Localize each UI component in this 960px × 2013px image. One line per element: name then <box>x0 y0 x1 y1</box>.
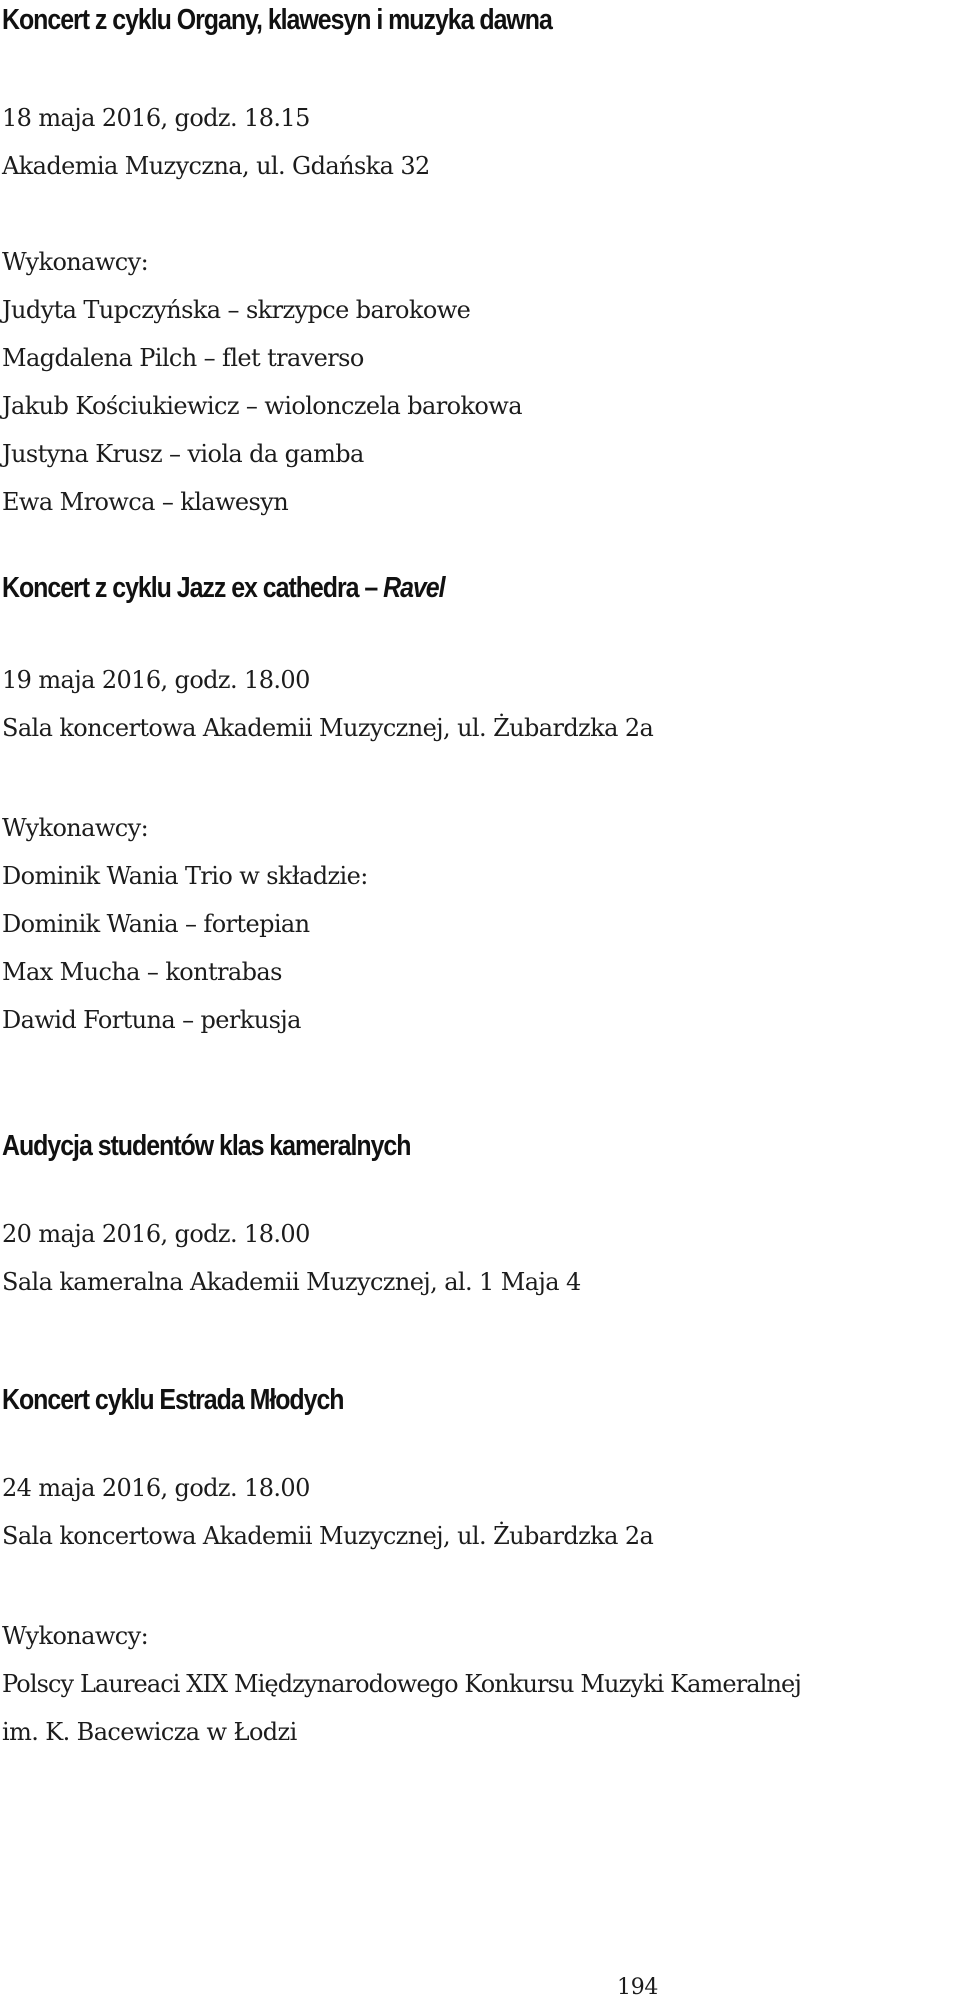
event-venue: Sala koncertowa Akademii Muzycznej, ul. Żubardzka 2a <box>2 1522 654 1550</box>
event-date: 24 maja 2016, godz. 18.00 <box>2 1474 310 1502</box>
event-venue: Sala koncertowa Akademii Muzycznej, ul. Żubardzka 2a <box>2 714 654 742</box>
performers-label: Wykonawcy: <box>2 814 149 842</box>
event-title: Koncert cyklu Estrada Młodych <box>2 1384 344 1416</box>
event-jazz-ex-cathedra <box>2 568 958 1044</box>
event-organ-harpsichord <box>2 0 958 526</box>
event-title <box>2 568 824 608</box>
event-date: 18 maja 2016, godz. 18.15 <box>2 104 310 132</box>
performer-item: Ewa Mrowca – klawesyn <box>2 488 289 516</box>
performer-item: Dominik Wania Trio w składzie: <box>2 862 368 890</box>
performers-label: Wykonawcy: <box>2 1622 149 1650</box>
event-title-prefix: Koncert z cyklu Jazz ex cathedra – <box>2 572 384 604</box>
performer-item: Judyta Tupczyńska – skrzypce barokowe <box>2 296 471 324</box>
performer-item: Dawid Fortuna – perkusja <box>2 1006 301 1034</box>
event-chamber-students <box>2 1126 958 1306</box>
performer-item: Justyna Krusz – viola da gamba <box>2 440 364 468</box>
performer-item: im. K. Bacewicza w Łodzi <box>2 1718 297 1746</box>
performer-item: Jakub Kościukiewicz – wiolonczela barokowa <box>2 392 522 420</box>
event-date: 19 maja 2016, godz. 18.00 <box>2 666 310 694</box>
event-title-italic: Ravel <box>383 572 445 604</box>
page-number: 194 <box>617 1975 659 2000</box>
event-venue: Akademia Muzyczna, ul. Gdańska 32 <box>2 152 430 180</box>
event-title: Audycja studentów klas kameralnych <box>2 1130 411 1162</box>
performer-item: Max Mucha – kontrabas <box>2 958 282 986</box>
performer-item: Dominik Wania – fortepian <box>2 910 310 938</box>
event-estrada-mlodych <box>2 1380 958 1756</box>
event-date: 20 maja 2016, godz. 18.00 <box>2 1220 310 1248</box>
event-venue: Sala kameralna Akademii Muzycznej, al. 1 Maja 4 <box>2 1268 581 1296</box>
event-title: Koncert z cyklu Organy, klawesyn i muzyka dawna <box>2 4 552 36</box>
performer-item: Magdalena Pilch – flet traverso <box>2 344 364 372</box>
performer-item: Polscy Laureaci XIX Międzynarodowego Konkursu Muzyki Kameralnej <box>2 1670 801 1698</box>
performers-label: Wykonawcy: <box>2 248 149 276</box>
